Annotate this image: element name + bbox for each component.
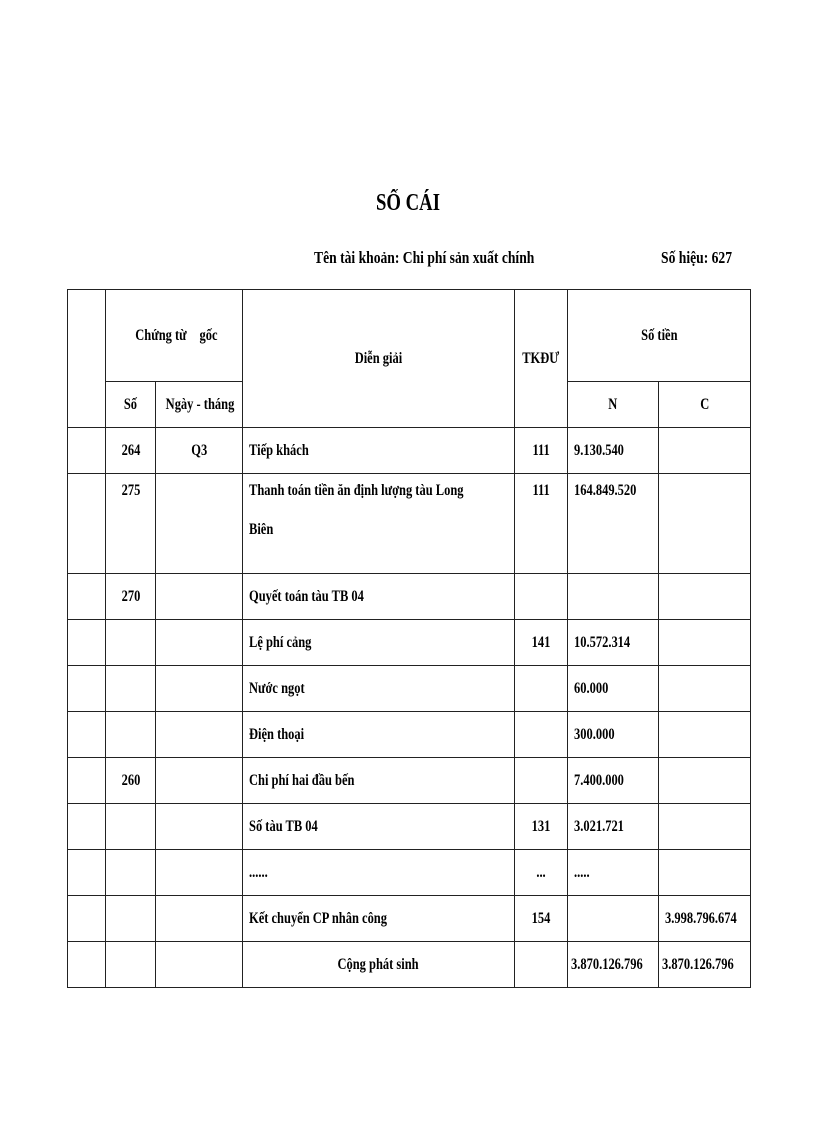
table-row <box>68 804 751 850</box>
table-row <box>68 758 751 804</box>
cell-n: 7.400.000 <box>568 758 659 804</box>
cell-c <box>659 620 751 666</box>
cell-c <box>659 474 751 574</box>
header-n: N <box>568 382 659 428</box>
cell-so: 264 <box>106 428 156 474</box>
total-c: 3.870.126.796 <box>659 942 751 988</box>
cell-n: 3.021.721 <box>568 804 659 850</box>
table-row <box>68 850 751 896</box>
blank-cell <box>68 850 106 896</box>
blank-cell <box>68 804 106 850</box>
blank-cell <box>515 942 568 988</box>
cell-tkdu <box>515 712 568 758</box>
total-row <box>68 942 751 988</box>
cell-so <box>106 850 156 896</box>
header-ngay-thang: Ngày - tháng <box>156 382 243 428</box>
blank-col-header <box>68 290 106 428</box>
blank-cell <box>68 428 106 474</box>
blank-cell <box>68 896 106 942</box>
cell-tkdu <box>515 574 568 620</box>
table-row <box>68 428 751 474</box>
total-label: Cộng phát sinh <box>243 942 515 988</box>
blank-cell <box>68 474 106 574</box>
cell-c <box>659 428 751 474</box>
header-dien-giai: Diễn giải <box>243 290 515 428</box>
cell-tkdu: 141 <box>515 620 568 666</box>
blank-cell <box>106 942 156 988</box>
account-name: Tên tài khoản: Chi phí sản xuất chính <box>314 248 535 267</box>
table-row <box>68 896 751 942</box>
cell-tkdu: 111 <box>515 474 568 574</box>
cell-c <box>659 850 751 896</box>
cell-dien-giai: Số tàu TB 04 <box>243 804 515 850</box>
cell-so <box>106 620 156 666</box>
cell-dien-giai: Tiếp khách <box>243 428 515 474</box>
cell-dien-giai: Quyết toán tàu TB 04 <box>243 574 515 620</box>
cell-n: ..... <box>568 850 659 896</box>
cell-c <box>659 758 751 804</box>
blank-cell <box>156 942 243 988</box>
blank-cell <box>68 574 106 620</box>
blank-cell <box>68 620 106 666</box>
cell-tkdu: ... <box>515 850 568 896</box>
cell-ngay <box>156 850 243 896</box>
cell-tkdu: 131 <box>515 804 568 850</box>
cell-so <box>106 804 156 850</box>
header-c: C <box>659 382 751 428</box>
blank-cell <box>68 942 106 988</box>
cell-ngay <box>156 474 243 574</box>
cell-n <box>568 896 659 942</box>
cell-dien-giai: Nước ngọt <box>243 666 515 712</box>
cell-ngay <box>156 666 243 712</box>
cell-c <box>659 712 751 758</box>
blank-cell <box>68 758 106 804</box>
blank-cell <box>68 712 106 758</box>
cell-so: 275 <box>106 474 156 574</box>
header-so-tien: Số tiền <box>568 290 751 382</box>
cell-c <box>659 574 751 620</box>
cell-n: 164.849.520 <box>568 474 659 574</box>
table-row <box>68 574 751 620</box>
cell-ngay <box>156 758 243 804</box>
cell-ngay <box>156 896 243 942</box>
table-row <box>68 474 751 574</box>
cell-n: 300.000 <box>568 712 659 758</box>
cell-dien-giai: Thanh toán tiền ăn định lượng tàu Long Biên <box>243 474 515 574</box>
header-tkdu: TKĐƯ <box>515 290 568 428</box>
cell-dien-giai: Kết chuyển CP nhân công <box>243 896 515 942</box>
cell-dien-giai: Điện thoại <box>243 712 515 758</box>
table-row <box>68 712 751 758</box>
header-so: Số <box>106 382 156 428</box>
cell-tkdu <box>515 758 568 804</box>
total-n: 3.870.126.796 <box>568 942 659 988</box>
table-row <box>68 620 751 666</box>
account-number: Số hiệu: 627 <box>661 248 733 267</box>
cell-dien-giai: Lệ phí cảng <box>243 620 515 666</box>
cell-ngay: Q3 <box>156 428 243 474</box>
cell-tkdu: 111 <box>515 428 568 474</box>
cell-c <box>659 804 751 850</box>
cell-c <box>659 666 751 712</box>
cell-so <box>106 712 156 758</box>
header-chung-tu: Chứng từ gốc <box>106 290 243 382</box>
blank-cell <box>68 666 106 712</box>
table-row <box>68 666 751 712</box>
page-title: SỔ CÁI <box>376 190 440 216</box>
cell-n: 9.130.540 <box>568 428 659 474</box>
cell-so: 270 <box>106 574 156 620</box>
cell-n <box>568 574 659 620</box>
cell-dien-giai: ...... <box>243 850 515 896</box>
cell-so: 260 <box>106 758 156 804</box>
cell-n: 10.572.314 <box>568 620 659 666</box>
cell-ngay <box>156 804 243 850</box>
cell-n: 60.000 <box>568 666 659 712</box>
cell-so <box>106 896 156 942</box>
cell-c: 3.998.796.674 <box>659 896 751 942</box>
cell-tkdu <box>515 666 568 712</box>
cell-dien-giai: Chi phí hai đầu bến <box>243 758 515 804</box>
cell-ngay <box>156 712 243 758</box>
cell-so <box>106 666 156 712</box>
ledger-table <box>67 289 751 988</box>
cell-tkdu: 154 <box>515 896 568 942</box>
cell-ngay <box>156 620 243 666</box>
cell-ngay <box>156 574 243 620</box>
